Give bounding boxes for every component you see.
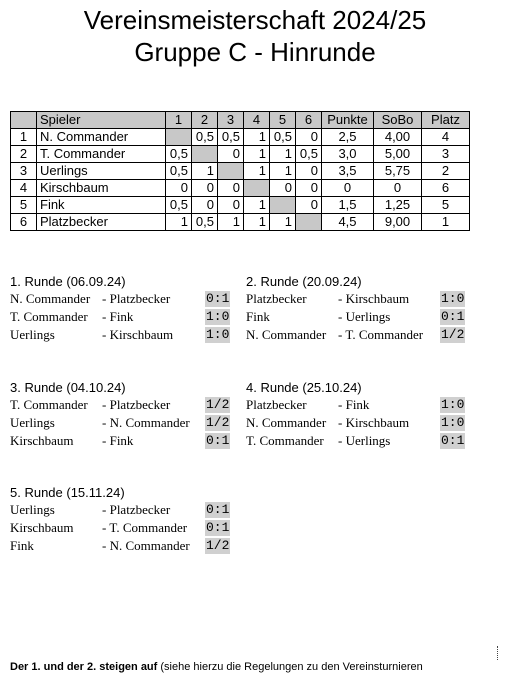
sobo-cell: 9,00: [374, 214, 422, 231]
result-cell: 0: [218, 197, 244, 214]
game-row: [10, 519, 235, 537]
result-cell: [218, 163, 244, 180]
game-row: [246, 432, 471, 450]
punkte-cell: 4,5: [322, 214, 374, 231]
player-black-name: Fink: [109, 433, 134, 448]
player-black-name: Kirschbaum: [345, 415, 410, 430]
header-cell-sobo: SoBo: [374, 112, 422, 129]
game-result: 0:1: [441, 309, 465, 324]
result-cell: 0: [296, 129, 322, 146]
result-cell: 0,5: [192, 129, 218, 146]
player-black: [102, 432, 133, 450]
player-black-name: Fink: [109, 309, 134, 324]
player-black-name: N. Commander: [109, 415, 190, 430]
platz-cell: 2: [422, 163, 470, 180]
table-row: [11, 163, 470, 180]
table-row: [11, 214, 470, 231]
game-row: [10, 414, 235, 432]
sobo-cell: 5,75: [374, 163, 422, 180]
game-row: [246, 414, 471, 432]
player-black-name: Uerlings: [345, 309, 391, 324]
game-result: 0:1: [206, 291, 230, 306]
footer-note: [10, 661, 423, 673]
round-4: [246, 379, 471, 450]
result-cell: [192, 146, 218, 163]
result-cell: [244, 180, 270, 197]
footer-text: (siehe hierzu die Regelungen zu den Vereinsturnieren: [157, 661, 423, 673]
punkte-cell: 0: [322, 180, 374, 197]
table-header-row: [11, 112, 470, 129]
game-result: 1:0: [441, 397, 465, 412]
game-row: [246, 290, 471, 308]
player-black-name: T. Commander: [345, 327, 424, 342]
header-cell-spieler: Spieler: [37, 112, 166, 129]
round-title: 3. Runde (04.10.24): [10, 380, 126, 395]
header-cell-2: 2: [192, 112, 218, 129]
result-cell: 0: [192, 180, 218, 197]
result-cell: 0,5: [166, 197, 192, 214]
sobo-cell: 5,00: [374, 146, 422, 163]
result-cell: 0,5: [166, 146, 192, 163]
game-row: [10, 326, 235, 344]
dash: -: [338, 309, 346, 324]
platz-cell: 3: [422, 146, 470, 163]
game-row: [246, 308, 471, 326]
sobo-cell: 0: [374, 180, 422, 197]
player-black-name: Fink: [345, 397, 370, 412]
result-cell: 0: [218, 180, 244, 197]
header-cell-3: 3: [218, 112, 244, 129]
result-cell: 0: [218, 146, 244, 163]
punkte-cell: 3,0: [322, 146, 374, 163]
result-cell: 1: [244, 214, 270, 231]
result-cell: 0,5: [166, 163, 192, 180]
round-title: 4. Runde (25.10.24): [246, 380, 362, 395]
game-result: 1:0: [206, 309, 230, 324]
punkte-cell: 1,5: [322, 197, 374, 214]
player-name: Platzbecker: [37, 214, 166, 231]
game-result: 0:1: [206, 433, 230, 448]
result-cell: 0: [296, 197, 322, 214]
player-white: Platzbecker: [246, 397, 307, 412]
dash: -: [102, 538, 110, 553]
document-subtitle: Gruppe C - Hinrunde: [134, 37, 376, 67]
player-white: N. Commander: [246, 415, 327, 430]
player-black-name: Platzbecker: [109, 502, 171, 517]
result-cell: 1: [244, 129, 270, 146]
player-white: Kirschbaum: [10, 520, 74, 535]
game-result: 1:0: [441, 291, 465, 306]
round-title: 5. Runde (15.11.24): [10, 485, 125, 500]
game-row: [246, 396, 471, 414]
player-black-name: Platzbecker: [109, 397, 171, 412]
row-number: 5: [11, 197, 37, 214]
round-title: 2. Runde (20.09.24): [246, 274, 362, 289]
table-row: [11, 129, 470, 146]
player-black-name: T. Commander: [109, 520, 188, 535]
player-white: Kirschbaum: [10, 433, 74, 448]
game-result: 0:1: [206, 502, 230, 517]
game-row: [10, 432, 235, 450]
row-number: 1: [11, 129, 37, 146]
game-row: [10, 290, 235, 308]
result-cell: 0,5: [296, 146, 322, 163]
game-result: 0:1: [206, 520, 230, 535]
result-cell: [166, 129, 192, 146]
header-cell-punkte: Punkte: [322, 112, 374, 129]
player-black: [102, 290, 170, 308]
game-row: [10, 396, 235, 414]
round-5: [10, 484, 235, 555]
game-row: [10, 537, 235, 555]
player-name: Fink: [37, 197, 166, 214]
player-white: N. Commander: [246, 327, 327, 342]
header-cell-1: 1: [166, 112, 192, 129]
dash: -: [102, 502, 110, 517]
result-cell: [296, 214, 322, 231]
player-name: Kirschbaum: [37, 180, 166, 197]
game-result: 0:1: [441, 433, 465, 448]
header-cell-nr: [11, 112, 37, 129]
game-row: [246, 326, 471, 344]
result-cell: 0,5: [270, 129, 296, 146]
row-number: 4: [11, 180, 37, 197]
dash: -: [102, 291, 110, 306]
player-black: [102, 537, 190, 555]
player-white: N. Commander: [10, 291, 91, 306]
player-black: [338, 432, 390, 450]
sobo-cell: 4,00: [374, 129, 422, 146]
dash: -: [102, 327, 110, 342]
result-cell: 0: [192, 197, 218, 214]
platz-cell: 5: [422, 197, 470, 214]
round-3: [10, 379, 235, 450]
player-black: [338, 396, 369, 414]
game-result: 1/2: [206, 415, 230, 430]
dash: -: [102, 433, 110, 448]
round-1: [10, 273, 235, 344]
header-cell-platz: Platz: [422, 112, 470, 129]
row-number: 6: [11, 214, 37, 231]
result-cell: 1: [270, 146, 296, 163]
player-black: [102, 326, 173, 344]
punkte-cell: 3,5: [322, 163, 374, 180]
result-cell: 1: [166, 214, 192, 231]
table-row: [11, 180, 470, 197]
table-row: [11, 197, 470, 214]
game-row: [10, 501, 235, 519]
document-title: Vereinsmeisterschaft 2024/25: [83, 5, 427, 35]
standings-table: [10, 111, 470, 231]
player-black-name: Kirschbaum: [345, 291, 410, 306]
row-number: 2: [11, 146, 37, 163]
player-white: T. Commander: [10, 397, 88, 412]
result-cell: 0: [270, 180, 296, 197]
player-black: [338, 290, 409, 308]
player-white: Platzbecker: [246, 291, 307, 306]
result-cell: [270, 197, 296, 214]
player-black-name: Platzbecker: [109, 291, 171, 306]
result-cell: 0,5: [218, 129, 244, 146]
result-cell: 0: [296, 163, 322, 180]
result-cell: 1: [270, 214, 296, 231]
player-black: [338, 414, 409, 432]
dash: -: [338, 291, 346, 306]
game-result: 1:0: [441, 415, 465, 430]
game-result: 1/2: [441, 327, 465, 342]
dash: -: [338, 415, 346, 430]
player-white: Uerlings: [10, 502, 55, 517]
result-cell: 1: [192, 163, 218, 180]
game-result: 1/2: [206, 538, 230, 553]
header-cell-5: 5: [270, 112, 296, 129]
game-result: 1:0: [206, 327, 230, 342]
footer-bold-text: Der 1. und der 2. steigen auf: [10, 661, 158, 673]
game-result: 1/2: [206, 397, 230, 412]
player-name: T. Commander: [37, 146, 166, 163]
player-black-name: N. Commander: [109, 538, 190, 553]
result-cell: 0,5: [192, 214, 218, 231]
dash: -: [338, 433, 346, 448]
header-cell-6: 6: [296, 112, 322, 129]
player-black: [338, 308, 390, 326]
result-cell: 1: [244, 163, 270, 180]
dash: -: [102, 397, 110, 412]
player-name: Uerlings: [37, 163, 166, 180]
dash: -: [102, 309, 110, 324]
player-black: [102, 501, 170, 519]
result-cell: 1: [218, 214, 244, 231]
platz-cell: 4: [422, 129, 470, 146]
result-cell: 1: [244, 146, 270, 163]
player-white: Fink: [10, 538, 34, 553]
player-white: T. Commander: [246, 433, 324, 448]
sobo-cell: 1,25: [374, 197, 422, 214]
player-white: Uerlings: [10, 327, 55, 342]
result-cell: 1: [244, 197, 270, 214]
text-cursor: [497, 646, 499, 660]
player-name: N. Commander: [37, 129, 166, 146]
platz-cell: 1: [422, 214, 470, 231]
result-cell: 1: [270, 163, 296, 180]
result-cell: 0: [296, 180, 322, 197]
header-cell-4: 4: [244, 112, 270, 129]
player-black: [102, 414, 190, 432]
dash: -: [102, 415, 110, 430]
player-white: T. Commander: [10, 309, 88, 324]
game-row: [10, 308, 235, 326]
dash: -: [338, 327, 346, 342]
round-2: [246, 273, 471, 344]
player-white: Fink: [246, 309, 270, 324]
result-cell: 0: [166, 180, 192, 197]
player-black-name: Kirschbaum: [109, 327, 174, 342]
player-black: [102, 396, 170, 414]
table-row: [11, 146, 470, 163]
round-title: 1. Runde (06.09.24): [10, 274, 126, 289]
player-black: [102, 519, 187, 537]
punkte-cell: 2,5: [322, 129, 374, 146]
player-white: Uerlings: [10, 415, 55, 430]
platz-cell: 6: [422, 180, 470, 197]
dash: -: [102, 520, 110, 535]
player-black-name: Uerlings: [345, 433, 391, 448]
row-number: 3: [11, 163, 37, 180]
player-black: [338, 326, 423, 344]
player-black: [102, 308, 133, 326]
dash: -: [338, 397, 346, 412]
